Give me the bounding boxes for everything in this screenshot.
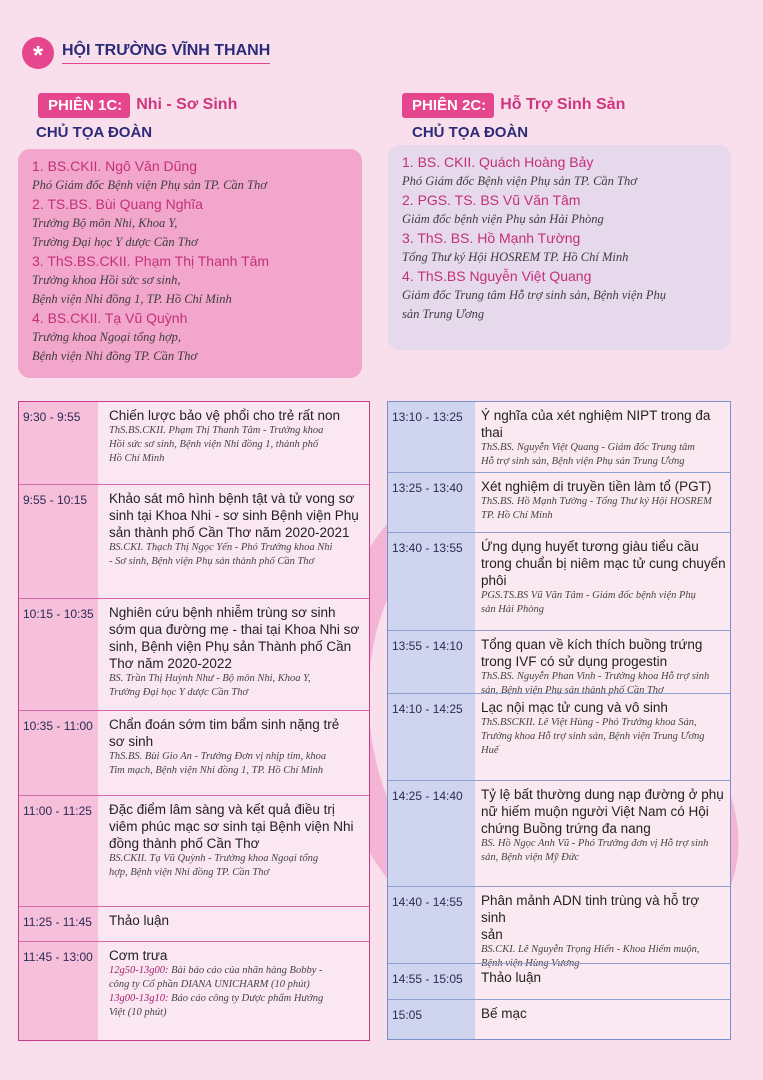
chair-name: 4. BS.CKII. Tạ Vũ Quỳnh bbox=[32, 310, 188, 326]
schedule-table-2c bbox=[387, 401, 731, 1040]
lunch-note-text: Bài báo cáo của nhãn hàng Bobby - bbox=[168, 965, 323, 976]
talk-title: trong IVF có sử dụng progestin bbox=[481, 654, 668, 669]
chair-affiliation: Giám đốc Trung tâm Hỗ trợ sinh sản, Bệnh viện Phụ bbox=[402, 288, 666, 302]
chair-affiliation: Phó Giám đốc Bệnh viện Phụ sản TP. Cần Thơ bbox=[402, 174, 637, 188]
schedule-row bbox=[19, 906, 369, 929]
time-slot: 13:40 - 13:55 bbox=[392, 541, 463, 555]
chair-affiliation: sản Trung Ương bbox=[402, 307, 485, 321]
talk-details bbox=[481, 636, 727, 698]
time-slot: 13:25 - 13:40 bbox=[392, 481, 463, 495]
schedule-table-1c bbox=[18, 401, 370, 1041]
talk-title: Tổng quan về kích thích buồng trứng bbox=[481, 637, 703, 652]
session-header-1c bbox=[38, 91, 237, 119]
talk-title: thai bbox=[481, 425, 503, 440]
time-slot: 11:25 - 11:45 bbox=[23, 915, 92, 929]
talk-title: sinh tại Khoa Nhi - sơ sinh Bệnh viện Phụ bbox=[109, 508, 359, 523]
talk-details bbox=[109, 604, 365, 700]
talk-title: Bế mạc bbox=[481, 1006, 527, 1021]
speaker-info: ThS.BS. Bùi Gio An - Trưởng Đơn vị nhịp tim, khoa bbox=[109, 751, 327, 762]
talk-title: Thảo luận bbox=[481, 970, 542, 985]
session-badge: PHIÊN 2C: bbox=[402, 93, 494, 118]
lunch-note bbox=[109, 978, 365, 992]
talk-title: sản thành phố Cần Thơ năm 2020-2021 bbox=[109, 525, 350, 540]
lunch-note-text: Báo cáo công ty Dược phẩm Hướng bbox=[168, 993, 324, 1004]
chair-affiliation: Giám đốc bệnh viện Phụ sản Hải Phòng bbox=[402, 212, 604, 226]
speaker-info: ThS.BS. Hồ Mạnh Tường - Tổng Thư ký Hội HOSREM bbox=[481, 496, 712, 507]
lunch-note bbox=[109, 992, 365, 1006]
schedule-row bbox=[388, 886, 730, 969]
time-column bbox=[388, 402, 475, 1039]
lunch-note bbox=[109, 1006, 365, 1020]
talk-details bbox=[109, 947, 365, 1020]
chair-affiliation: Trưởng khoa Hồi sức sơ sinh, bbox=[32, 273, 181, 287]
time-slot: 13:10 - 13:25 bbox=[392, 410, 463, 424]
schedule-row bbox=[19, 484, 369, 567]
session-topic: Nhi - Sơ Sinh bbox=[136, 96, 238, 113]
talk-title: Ứng dụng huyết tương giàu tiểu cầu bbox=[481, 539, 699, 554]
time-slot: 14:55 - 15:05 bbox=[392, 972, 463, 986]
speaker-info: sản Hải Phòng bbox=[481, 604, 544, 615]
lunch-note-time: 13g00-13g10: bbox=[109, 993, 169, 1004]
talk-title: đồng thành phố Cần Thơ bbox=[109, 836, 260, 851]
chair-affiliation: Trưởng khoa Ngoại tổng hợp, bbox=[32, 330, 181, 344]
talk-title: Thơ năm 2020-2022 bbox=[109, 656, 232, 671]
talk-details bbox=[109, 490, 365, 569]
time-slot: 14:10 - 14:25 bbox=[392, 702, 463, 716]
talk-title: sớm qua đường mẹ - thai tại Khoa Nhi sơ bbox=[109, 622, 360, 637]
chair-panel-left bbox=[18, 149, 362, 378]
talk-title: Ý nghĩa của xét nghiệm NIPT trong đa bbox=[481, 408, 711, 423]
talk-title: Phân mảnh ADN tinh trùng và hỗ trợ sinh bbox=[481, 893, 700, 925]
chair-name: 3. ThS.BS.CKII. Phạm Thị Thanh Tâm bbox=[32, 253, 270, 269]
schedule-row bbox=[388, 630, 730, 696]
talk-title: Tỷ lệ bất thường dung nạp đường ở phụ bbox=[481, 787, 724, 802]
speaker-info: Hồi sức sơ sinh, Bệnh viện Nhi đồng 1, thành phố bbox=[109, 439, 319, 450]
chair-affiliation: Trưởng Bộ môn Nhi, Khoa Y, bbox=[32, 216, 178, 230]
chair-affiliation: Phó Giám đốc Bệnh viện Phụ sản TP. Cần Thơ bbox=[32, 178, 267, 192]
talk-details bbox=[109, 407, 365, 466]
talk-details bbox=[481, 478, 727, 523]
speaker-info: - Sơ sinh, Bệnh viện Phụ sản thành phố Cần Thơ bbox=[109, 556, 315, 567]
chair-name: 2. TS.BS. Bùi Quang Nghĩa bbox=[32, 196, 203, 212]
talk-title: Lạc nội mạc tử cung và vô sinh bbox=[481, 700, 668, 715]
speaker-info: Trưởng khoa Hỗ trợ sinh sản, Bệnh viện Trung Ương bbox=[481, 731, 705, 742]
schedule-row bbox=[388, 472, 730, 521]
time-slot: 15:05 bbox=[392, 1008, 423, 1022]
talk-details bbox=[481, 786, 727, 865]
speaker-info: BS.CKII. Tạ Vũ Quỳnh - Trưởng khoa Ngoại tổng bbox=[109, 853, 319, 864]
time-slot: 14:25 - 14:40 bbox=[392, 789, 463, 803]
speaker-info: sản, Bệnh viện Phụ sản thành phố Cần Thơ bbox=[481, 685, 664, 696]
talk-title: Thảo luận bbox=[109, 913, 170, 928]
talk-details bbox=[481, 969, 727, 986]
talk-title: Xét nghiệm di truyền tiền làm tổ (PGT) bbox=[481, 479, 712, 494]
speaker-info: ThS.BS. Nguyễn Việt Quang - Giám đốc Trung tâm bbox=[481, 442, 695, 453]
speaker-info: Bệnh viện Hùng Vương bbox=[481, 958, 580, 969]
talk-title: sản bbox=[481, 927, 503, 942]
lunch-note-time: 12g50-13g00: bbox=[109, 965, 169, 976]
speaker-info: ThS.BSCKII. Lê Việt Hùng - Phó Trưởng khoa Sản, bbox=[481, 717, 697, 728]
chair-panel-title: CHỦ TỌA ĐOÀN bbox=[36, 124, 153, 141]
talk-title: Cơm trưa bbox=[109, 948, 168, 963]
asterisk-icon: * bbox=[22, 37, 54, 69]
lunch-note bbox=[109, 964, 365, 978]
talk-details bbox=[481, 892, 727, 971]
time-slot: 10:15 - 10:35 bbox=[23, 607, 94, 621]
chair-name: 3. ThS. BS. Hồ Mạnh Tường bbox=[402, 230, 581, 246]
talk-details bbox=[109, 912, 365, 929]
talk-details bbox=[109, 801, 365, 880]
talk-title: Nghiên cứu bệnh nhiễm trùng sơ sinh bbox=[109, 605, 336, 620]
schedule-row bbox=[388, 999, 730, 1022]
speaker-info: Hỗ trợ sinh sản, Bệnh viện Phụ sản Trung Ương bbox=[481, 456, 685, 467]
talk-title: Chẩn đoán sớm tim bẩm sinh nặng trẻ bbox=[109, 717, 340, 732]
speaker-info: ThS.BS. Nguyễn Phan Vinh - Trưởng khoa Hỗ trợ sinh bbox=[481, 671, 710, 682]
speaker-info: BS.CKI. Thạch Thị Ngọc Yến - Phó Trưởng khoa Nhi bbox=[109, 542, 333, 553]
speaker-info: BS.CKI. Lê Nguyễn Trọng Hiển - Khoa Hiếm muộn, bbox=[481, 944, 700, 955]
chair-name: 1. BS. CKII. Quách Hoàng Bảy bbox=[402, 154, 594, 170]
speaker-info: hợp, Bệnh viện Nhi đồng TP. Cần Thơ bbox=[109, 867, 270, 878]
talk-title: sinh, Bệnh viện Phụ sản Thành phố Cần bbox=[109, 639, 352, 654]
talk-title: trong chuẩn bị niêm mạc tử cung chuyển bbox=[481, 556, 726, 571]
talk-title: Đặc điểm lâm sàng và kết quả điều trị bbox=[109, 802, 335, 817]
schedule-row bbox=[19, 941, 369, 1018]
speaker-info: BS. Trần Thị Huỳnh Như - Bộ môn Nhi, Khoa Y, bbox=[109, 673, 311, 684]
hall-header bbox=[22, 36, 292, 70]
chair-name: 4. ThS.BS Nguyễn Việt Quang bbox=[402, 268, 592, 284]
time-slot: 9:30 - 9:55 bbox=[23, 410, 81, 424]
session-badge: PHIÊN 1C: bbox=[38, 93, 130, 118]
time-slot: 9:55 - 10:15 bbox=[23, 493, 88, 507]
chair-panel-right bbox=[388, 145, 731, 350]
schedule-row bbox=[388, 780, 730, 863]
time-slot: 13:55 - 14:10 bbox=[392, 639, 463, 653]
schedule-row bbox=[19, 795, 369, 878]
schedule-row bbox=[19, 710, 369, 776]
talk-title: Khảo sát mô hình bệnh tật và tử vong sơ bbox=[109, 491, 355, 506]
talk-title: nữ hiếm muộn người Việt Nam có Hội bbox=[481, 804, 709, 819]
talk-details bbox=[481, 407, 727, 469]
speaker-info: TP. Hồ Chí Minh bbox=[481, 510, 553, 521]
speaker-info: ThS.BS.CKII. Phạm Thị Thanh Tâm - Trưởng khoa bbox=[109, 425, 324, 436]
lunch-note-text: công ty Cổ phần DIANA UNICHARM (10 phút) bbox=[109, 979, 310, 990]
time-slot: 10:35 - 11:00 bbox=[23, 719, 93, 733]
time-slot: 14:40 - 14:55 bbox=[392, 895, 463, 909]
talk-title: Chiến lược bảo vệ phổi cho trẻ rất non bbox=[109, 408, 341, 423]
lunch-note-text: Việt (10 phút) bbox=[109, 1007, 167, 1018]
talk-details bbox=[109, 716, 365, 778]
talk-title: viêm phúc mạc sơ sinh tại Bệnh viện Nhi bbox=[109, 819, 354, 834]
hall-title: HỘI TRƯỜNG VĨNH THANH bbox=[62, 42, 270, 64]
chair-affiliation: Trường Đại học Y dược Cần Thơ bbox=[32, 235, 198, 249]
chair-affiliation: Bệnh viện Nhi đồng 1, TP. Hồ Chí Minh bbox=[32, 292, 232, 306]
speaker-info: PGS.TS.BS Vũ Văn Tâm - Giám đốc bệnh viện Phụ bbox=[481, 590, 696, 601]
chair-name: 1. BS.CKII. Ngô Văn Dũng bbox=[32, 158, 197, 174]
talk-details bbox=[481, 538, 727, 617]
session-topic: Hỗ Trợ Sinh Sản bbox=[500, 96, 626, 113]
time-slot: 11:45 - 13:00 bbox=[23, 950, 93, 964]
schedule-row bbox=[388, 532, 730, 615]
talk-title: sơ sinh bbox=[109, 734, 154, 749]
speaker-info: sản, Bệnh viện Mỹ Đức bbox=[481, 852, 580, 863]
talk-details bbox=[481, 699, 727, 758]
talk-title: phôi bbox=[481, 573, 507, 588]
schedule-row bbox=[388, 693, 730, 756]
speaker-info: Tim mạch, Bệnh viện Nhi đồng 1, TP. Hồ Chí Minh bbox=[109, 765, 324, 776]
speaker-info: BS. Hồ Ngọc Anh Vũ - Phó Trưởng đơn vị Hỗ trợ sinh bbox=[481, 838, 709, 849]
speaker-info: Trường Đại học Y dược Cần Thơ bbox=[109, 687, 249, 698]
session-header-2c bbox=[402, 91, 625, 119]
speaker-info: Huế bbox=[481, 745, 499, 756]
talk-title: chứng Buồng trứng đa nang bbox=[481, 821, 651, 836]
time-slot: 11:00 - 11:25 bbox=[23, 804, 92, 818]
talk-details bbox=[481, 1005, 727, 1022]
schedule-row bbox=[19, 598, 369, 698]
chair-affiliation: Bệnh viện Nhi đồng TP. Cần Thơ bbox=[32, 349, 198, 363]
chair-panel-title: CHỦ TỌA ĐOÀN bbox=[412, 124, 529, 141]
speaker-info: Hồ Chí Minh bbox=[109, 453, 165, 464]
chair-affiliation: Tổng Thư ký Hội HOSREM TP. Hồ Chí Minh bbox=[402, 250, 629, 264]
chair-name: 2. PGS. TS. BS Vũ Văn Tâm bbox=[402, 192, 581, 208]
